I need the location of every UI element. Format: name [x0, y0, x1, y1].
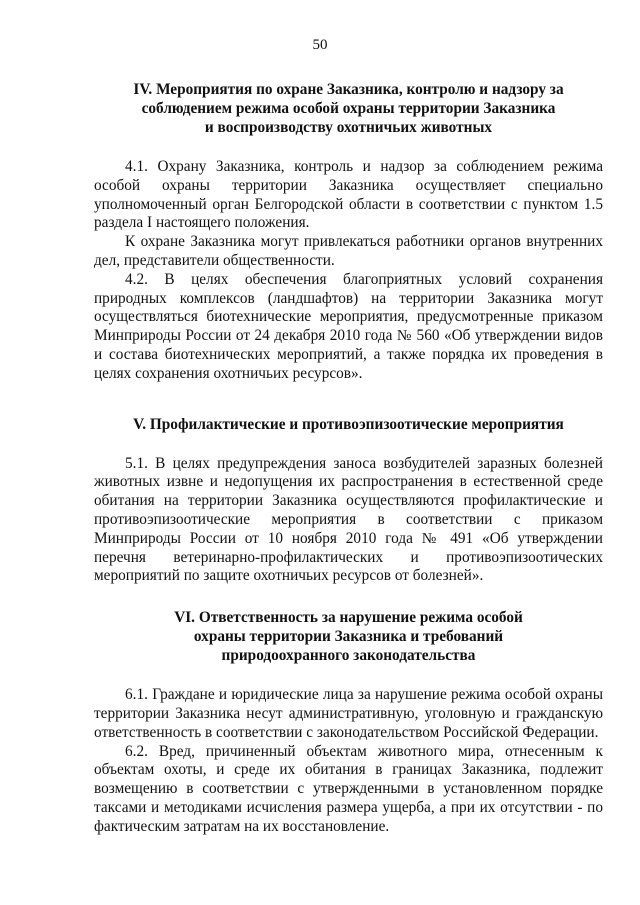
section-6-title-line-2: охраны территории Заказника и требований	[193, 628, 504, 646]
section-4-title-line-2: соблюдением режима особой охраны территории Заказника	[141, 100, 556, 117]
paragraph-4-2: 4.2. В целях обеспечения благоприятных условий сохранения природных комплексов (ландшафтов) на территории Заказника могут осуществляться биотехнические мероприятия, предусмотренные приказом Минприроды России от 24 декабря 2010 года № 560 «Об утверждении видов и состава биотехнических мероприятий, а также порядка их проведения в целях сохранения охотничьих ресурсов».	[94, 270, 603, 382]
section-6-title	[94, 608, 603, 665]
section-4-title	[94, 80, 603, 137]
section-5	[94, 415, 603, 587]
section-6	[94, 608, 603, 836]
document-body	[94, 80, 603, 837]
section-5-title-line-1: V. Профилактические и противоэпизоотические мероприятия	[133, 415, 564, 433]
section-4	[94, 80, 603, 384]
paragraph-5-1: 5.1. В целях предупреждения заноса возбудителей заразных болезней животных извне и недопущения их распространения в естественной среде обитания на территории Заказника осуществляются профилактические и противоэпизоотические мероприятия в соответствии с приказом Минприроды России от 10 ноября 2010 года № 491 «Об утверждении перечня ветеринарно-профилактических и противоэпизоотических мероприятий по защите охотничьих ресурсов от болезней».	[94, 454, 603, 585]
page-number: 50	[312, 37, 328, 53]
section-6-title-line-3: природоохранного законодательства	[221, 647, 476, 665]
section-4-title-line-3: и воспроизводству охотничьих животных	[204, 119, 493, 136]
section-4-title-line-1: IV. Мероприятия по охране Заказника, контролю и надзору за	[133, 81, 564, 98]
section-6-title-line-1: VI. Ответственность за нарушение режима особой	[174, 609, 523, 627]
paragraph-4-1-addendum: К охране Заказника могут привлекаться работники органов внутренних дел, представители общественности.	[94, 233, 603, 269]
paragraph-6-2: 6.2. Вред, причиненный объектам животного мира, отнесенным к объектам охоты, и среде их обитания в границах Заказника, подлежит возмещению в соответствии с утвержденными в установленном порядке таксами и методиками исчисления размера ущерба, а при их отсутствии - по фактическим затратам на их восстановление.	[94, 742, 603, 835]
section-5-title	[94, 415, 603, 434]
paragraph-4-1: 4.1. Охрану Заказника, контроль и надзор за соблюдением режима особой охраны территории Заказника осуществляет специально уполномоченный орган Белгородской области в соответствии с пунктом 1.5 раздела I настоящего положения.	[94, 158, 603, 232]
paragraph-6-1: 6.1. Граждане и юридические лица за нарушение режима особой охраны территории Заказника несут административную, уголовную и гражданскую ответственность в соответствии с законодательством Российской Федерации.	[94, 686, 603, 741]
